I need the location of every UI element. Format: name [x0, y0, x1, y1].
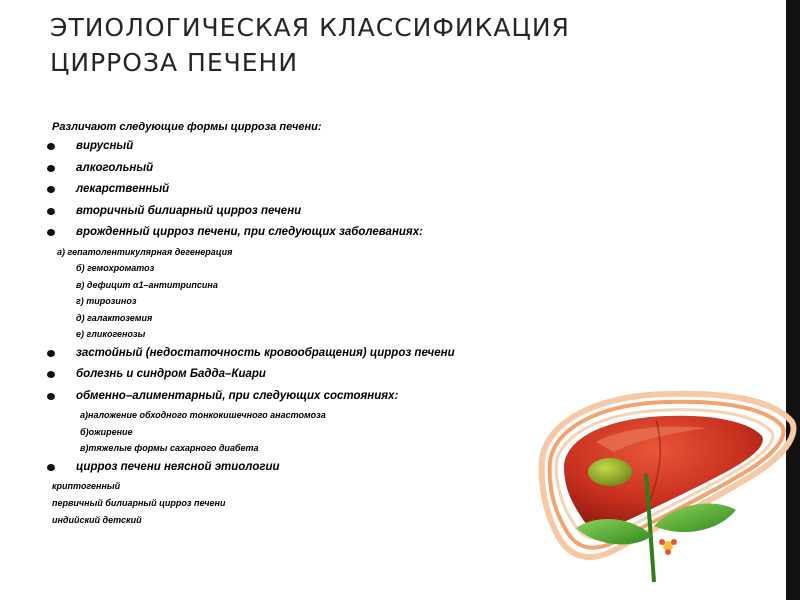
congenital-subitem: г) тирозиноз: [76, 296, 137, 306]
congenital-subitem: е) гликогенозы: [76, 329, 146, 339]
plain-item: первичный билиарный цирроз печени: [52, 498, 226, 508]
intro-text: Различают следующие формы цирроза печени:: [52, 121, 322, 133]
bullet-viral: вирусный: [0, 136, 560, 158]
bullet-budd-chiari: болезнь и синдром Бадда–Киари: [0, 364, 560, 386]
bullet-alcoholic: алкогольный: [0, 158, 560, 180]
plain-item: криптогенный: [52, 481, 121, 491]
plain-item: индийский детский: [52, 515, 142, 525]
congenital-subitem: б) гемохроматоз: [76, 263, 155, 273]
slide-title-line-1: ЭТИОЛОГИЧЕСКАЯ КЛАССИФИКАЦИЯ: [50, 13, 570, 42]
metabolic-subitem: а)наложение обходного тонкокишечного анастомоза: [80, 410, 326, 420]
slide-title-line-2: ЦИРРОЗА ПЕЧЕНИ: [50, 48, 299, 77]
bullet-metabolic: обменно–алиментарный, при следующих состояниях:: [0, 386, 560, 408]
bullet-congestive: застойный (недостаточность кровообращения) цирроз печени: [0, 343, 560, 365]
classification-list: [0, 118, 560, 529]
bullet-secondary-biliary: вторичный билиарный цирроз печени: [0, 201, 560, 223]
flower-icon: [659, 539, 677, 555]
slide-title: [50, 10, 570, 80]
metabolic-subitem: в)тяжелые формы сахарного диабета: [80, 443, 259, 453]
bullet-drug: лекарственный: [0, 179, 560, 201]
bullet-unknown-etiology: цирроз печени неясной этиологии: [0, 457, 560, 479]
gallbladder: [588, 458, 632, 486]
liver-illustration: [536, 386, 800, 586]
congenital-subitem: в) дефицит α1–антитрипсина: [76, 279, 218, 290]
leaf-left: [576, 519, 652, 544]
bullet-congenital: врожденный цирроз печени, при следующих заболеваниях:: [0, 222, 560, 244]
congenital-subitem: а) гепатолентикулярная дегенерация: [57, 246, 233, 257]
metabolic-subitem: б)ожирение: [80, 426, 133, 437]
congenital-subitem: д) галактоземия: [76, 312, 153, 323]
